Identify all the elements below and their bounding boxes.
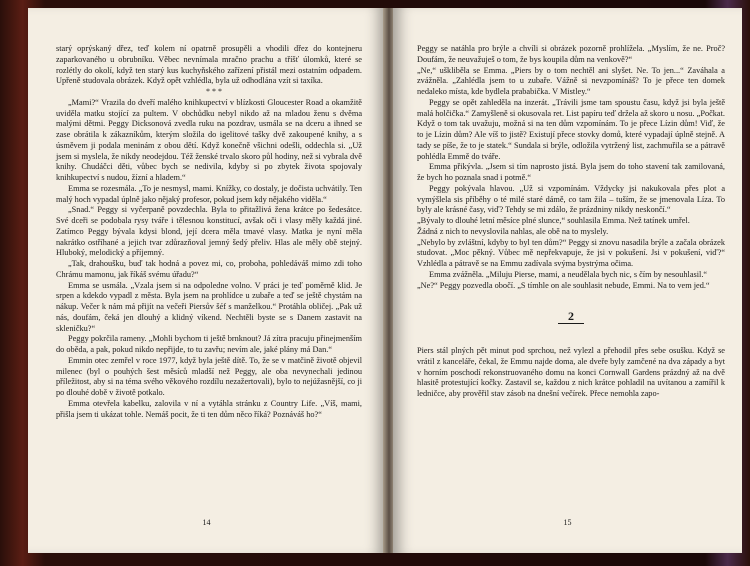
left-page xyxy=(28,8,385,553)
paragraph: „Ne?“ Peggy pozvedla obočí. „S tímhle on ale souhlasit nebude, Emmi. Na to vem jed.“ xyxy=(417,280,710,290)
paragraph: „Ne,“ uškliběla se Emma. „Piers by o tom nechtěl ani slyšet. Ne. To jen...“ Zaváhala a zvážněla. „Zahlédla jsem to u zubaře. Vážně si nevzpomínáš? To je přece ten domek nedaleko místa, kde bydlela prababička. V Mistley.“ xyxy=(417,65,725,96)
page-number: 15 xyxy=(563,518,572,527)
paragraph: Emma se usmála. „Vzala jsem si na odpoledne volno. V práci je teď poměrně klid. Je srpen a kdekdo vypadl z města. Byla jsem na prohlídce u zubaře a teď se ještě chystám na nákup. Večer k nám má přijít na večeři Piersův šéf s manželkou.“ Protáhla obličej. „Pak už nás, doufám, čeká jen dlouhý a klidný víkend. Nechtěli byste se s Danem zastavit na skleničku?“ xyxy=(56,280,362,333)
paragraph: Emma přikývla. „Jsem si tím naprosto jistá. Byla jsem do toho stavení tak zamilovaná, že bych ho poznala snad i potmě.“ xyxy=(417,162,725,182)
paragraph: starý oprýskaný dřez, teď kolem ní opatrně prosupěli a vhodili dřez do kontejneru zaparkovaného u obrubníku. Věbec nevnímala mračno prachu a tříšť úlomků, které se rozlétly do okolí, když ten starý kus kuchyňského zařízení přistál mezi ostatním odpadem. Upřeně studovala obrázek. Když opět vzhlédla, byla už odhodlána vzít si taxíka. xyxy=(56,44,362,86)
paragraph: Emma zvážněla. „Miluju Pierse, mami, a neudělala bych nic, s čím by nesouhlasil.“ xyxy=(429,269,708,279)
page-number: 14 xyxy=(202,518,211,527)
paragraph: Peggy se opět zahleděla na inzerát. „Trávili jsme tam spoustu času, když jsi byla ještě malá holčička.“ Zamyšleně si okusovala ret. List papíru teď držela až skoro u nosu. „Počkat. Když o tom tak uvažuju, možná si na ten dům vzpomínám. To je přece Lízin dům! Viď, že to je Lízin dům? Ale víš to jistě? Existují přece stovky domů, které vypadají úplně stejně. A tady se píše, že to je statek.“ Sundala si brýle, odložila vytržený list, zachmuřila se a pátravě pohlédla Emmě do tváře. xyxy=(417,97,725,161)
paragraph: Žádná z nich to nevyslovila nahlas, ale obě na to myslely. xyxy=(417,226,609,236)
paragraph: „Bývaly to dlouhé letní měsíce plné slunce,“ souhlasila Emma. Než tatínek umřel. xyxy=(417,216,690,225)
paragraph: Emmin otec zemřel v roce 1977, když byla ještě dítě. To, že se v matčině životě objevil milenec (byl o pouhých šest měsíců mladší než Peggy, ale oba nevynechali jedinou příležitost, aby si na téma svého věkového rozdílu nezažertovali), bylo to nejúžasnější, co ji po dlouhé době v životě potkalo. xyxy=(56,355,362,397)
paragraph: Peggy pokývala hlavou. „Už si vzpomínám. Vždycky jsi nakukovala přes plot a vymýšlela sis příběhy o té milé staré dámě, co tam žila – tuším, že se jmenovala Líza. To byly ale krásné časy, viď? Tehdy se mi zdálo, že prázdniny nikdy neskončí.“ xyxy=(417,183,725,215)
right-page-text xyxy=(417,44,725,400)
paragraph: Piers stál plných pět minut pod sprchou, než vylezl a přehodil přes sebe osušku. Když se vrátil z kanceláře, čekal, že Emmu najde doma, ale dveře byly zamčené na dva západy a byt v horním poschodí rekonstruovaného domu na konci Cornwall Gardens prázdný až na dvě hlasitě protestující kočky. Zastavil se, každou z nich krátce pohladil na uvítanou a zamířil k ledničce, aby prověřil stav zásob na dnešní večírek. Přece nemohla zapo- xyxy=(417,346,725,398)
section-break: *** xyxy=(206,87,224,96)
paragraph: „Nebylo by zvláštní, kdyby to byl ten dům?“ Peggy si znovu nasadila brýle a začala obrázek studovat. „Moc pěkný. Vůbec mě nepřekvapuje, že jsi v pokušení. Jsi v pokušení, viď?“ Vzhlédla a pátravě se na Emmu zadívala svýma bystrýma očima. xyxy=(417,237,725,268)
paragraph: Emma se rozesmála. „To je nesmysl, mami. Knížky, co dostaly, je dočista uchvátily. Ten malý hoch vypadal úplně jako nějaký profesor, pokud jsem kdy nějakého viděla.“ xyxy=(56,183,362,204)
paragraph: Peggy se natáhla pro brýle a chvíli si obrázek pozorně prohlížela. „Myslím, že ne. Proč? Doufám, že neuvažuješ o tom, že bys koupila dům na venkově?“ xyxy=(417,44,725,64)
paragraph: „Tak, drahoušku, buď tak hodná a povez mi, co, proboha, pohledáváš mimo zdi toho Chrámu mamonu, jak říkáš svému úřadu?“ xyxy=(56,259,362,279)
right-page xyxy=(393,8,742,553)
paragraph: Peggy pokrčila rameny. „Mohli bychom ti ještě brnknout? Já zítra pracuju přinejmenším do oběda, a pak, pokud nikdo nepřijde, to tu zavřu; nevím ale, jaké plány má Dan.“ xyxy=(56,334,362,354)
left-page-text xyxy=(56,44,362,420)
paragraph: „Mami?“ Vrazila do dveří malého knihkupectví v blízkosti Gloucester Road a okamžitě uviděla matku stojící za pultem. V obchůdku nebyl nikdo až na mladou ženu s dvěma malými dětmi. Peggy Dicksonová zvedla ruku na pozdrav, usmála se na dceru a ihned se zase obrátila k zákazníkům, kterým složila do igelitové tašky dvě zakoupené knihy, a s úsměvem ji podala meninám z obou dětí. Když konečně všichni odešli, oddechla si. „Už jsem si myslela, že nikdy neodejdou. Též ženské trvalo skoro půl hodiny, než si vybrala dvě knihy. Chudáčci děti, vůbec bych se nedivila, kdyby si po zbytek života spojovaly knihkupectví s nudou, žízní a hladem.“ xyxy=(56,97,362,182)
paragraph: Emma otevřela kabelku, zalovila v ní a vytáhla stránku z Country Life. „Víš, mami, přišla jsem ti ukázat tohle. Nemáš pocit, že ti ten dům něco říká? Poznáváš ho?“ xyxy=(56,398,362,419)
chapter-number: 2 xyxy=(558,311,584,324)
paragraph: „Snad.“ Peggy si vyčerpaně povzdechla. Byla to přitažlivá žena krátce po šedesátce. Své dceři se podobala rysy tváře i tělesnou konstitucí, avšak oči i vlasy měly každá jiné. Zatímco Peggy bývala kdysi blond, její dcera měla tmavé vlasy. Matka je nyní měla nakrátko ostříhané a jejich tvar zdůrazňoval jemný šedý přeliv. Hlas ale měly obě stejný. Hluboký, melodický a příjemný. xyxy=(56,205,362,258)
chapter-heading xyxy=(417,311,725,324)
